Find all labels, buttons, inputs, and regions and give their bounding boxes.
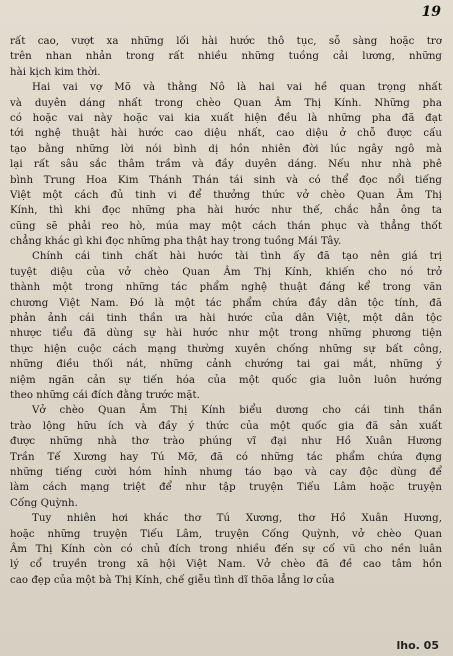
text-line: thành một trong những tác phẩm nghệ thuật đáng kể trong văn xyxy=(10,282,442,294)
text-line: và duyên dáng nhất trong chèo Quan Âm Thị Kính. Những pha xyxy=(10,97,442,109)
text-line: nhược tiểu đã dùng sự hài hước như một trong những phương tiện xyxy=(10,328,442,340)
text-line: thực hiện cuộc cách mạng thường xuyên chống những sự bất công, xyxy=(10,343,442,355)
text-line: tuyệt diệu của vở chèo Quan Âm Thị Kính, khiến cho nó trở xyxy=(10,266,442,278)
paragraph xyxy=(10,34,442,80)
text-line: cũng sẽ phải reo hò, múa may một cách thán phục và thẳng thốt xyxy=(10,220,442,232)
paragraph xyxy=(10,511,442,588)
text-line: cao đẹp của một bà Thị Kính, chế giễu tình dĩ thõa lẳng lơ của xyxy=(10,574,335,586)
footer-label: lho. 05 xyxy=(396,639,439,652)
text-line: Việt một cách đủ tinh vi để thưởng thức vở chèo Quan Âm Thị xyxy=(10,189,442,201)
text-line: Tuy nhiên hơi khác thơ Tú Xương, thơ Hồ Xuân Hương, xyxy=(32,513,442,525)
text-line: Âm Thị Kính còn có chủ đích trong nhiều đến sự cố vũ cho nền luân xyxy=(10,543,442,555)
text-line: có hoặc vai này hoặc vai kia xuất hiện đều là những pha đã đạt xyxy=(10,112,442,124)
text-line: Trần Tế Xương hay Tú Mỡ, đã có những tác phẩm chứa đựng xyxy=(10,451,442,463)
text-line: trên nhan nhản trong rất nhiều những tuồng cải lương, những xyxy=(10,51,442,63)
text-line: hoặc những truyện Tiếu Lâm, truyện Cống Quỳnh, vở chèo Quan xyxy=(10,528,442,540)
text-line: chẳng khác gì khi đọc những pha thật hay trong tuồng Mái Tây. xyxy=(10,236,342,248)
text-line: bình Trung Hoa Kim Thánh Thán tái sinh và có thể đọc nổi tiếng xyxy=(10,174,442,186)
text-line: chương Việt Nam. Đó là một tác phẩm chứa đầy dân tộc tính, đã xyxy=(10,297,442,309)
body-text xyxy=(10,34,442,588)
text-line: trào lộng hữu ích và đầy ý thức của một quốc gia đã sản xuất xyxy=(10,420,442,432)
text-line: Cống Quỳnh. xyxy=(10,497,78,509)
text-line: tới nghệ thuật hài hước cao diệu nhất, cao diệu ở chỗ được cấu xyxy=(10,128,442,140)
text-line: theo những cái đích đằng trước mặt. xyxy=(10,389,200,401)
text-line: làm cách mạng triệt để như tập truyện Tiếu Lâm hoặc truyện xyxy=(10,482,442,494)
paragraph xyxy=(10,249,442,403)
text-line: phản ảnh cái tinh thần ưa hài hước của dân Việt, một dân tộc xyxy=(10,313,442,325)
text-line: những tiếng cười hóm hỉnh nhưng táo bạo và cay độc dùng để xyxy=(10,466,442,478)
page-number: 19 xyxy=(421,4,441,20)
text-line: những điều thối nát, những cảnh chướng tai gai mắt, những ý xyxy=(10,359,442,371)
text-line: Vở chèo Quan Âm Thị Kính biểu dương cho cái tinh thần xyxy=(32,405,442,417)
text-line: lại rất sâu sắc thâm trầm và đầy duyên dáng. Nếu như nhà phê xyxy=(10,159,442,171)
paragraph xyxy=(10,403,442,511)
text-line: niệm ngăn cản sự tiến hóa của một quốc gia luôn luôn hướng xyxy=(10,374,442,386)
text-line: hài kịch kim thời. xyxy=(10,66,101,78)
text-line: Hai vai vợ Mõ và thằng Nô là hai vai hề quan trọng nhất xyxy=(32,82,442,94)
text-line: được những nhà thơ trào phúng vĩ đại như Hồ Xuân Hương xyxy=(10,436,442,448)
text-line: tạo bằng những lời nói bình dị hồn nhiên đời lúc ngây ngô mà xyxy=(10,143,442,155)
paragraph xyxy=(10,80,442,249)
text-line: Chính cái tinh chất hài hước tài tình ấy đã tạo nên giá trị xyxy=(32,251,442,263)
text-line: lý cổ truyền trong xã hội Việt Nam. Vở chèo đã đề cao tâm hồn xyxy=(10,559,442,571)
text-line: rất cao, vượt xa những lối hài hước thô tục, sỗ sàng hoặc trơ xyxy=(10,36,442,47)
text-line: Kính, thì khi đọc những pha hài hước như thế, chắc hẳn ông ta xyxy=(10,205,442,217)
